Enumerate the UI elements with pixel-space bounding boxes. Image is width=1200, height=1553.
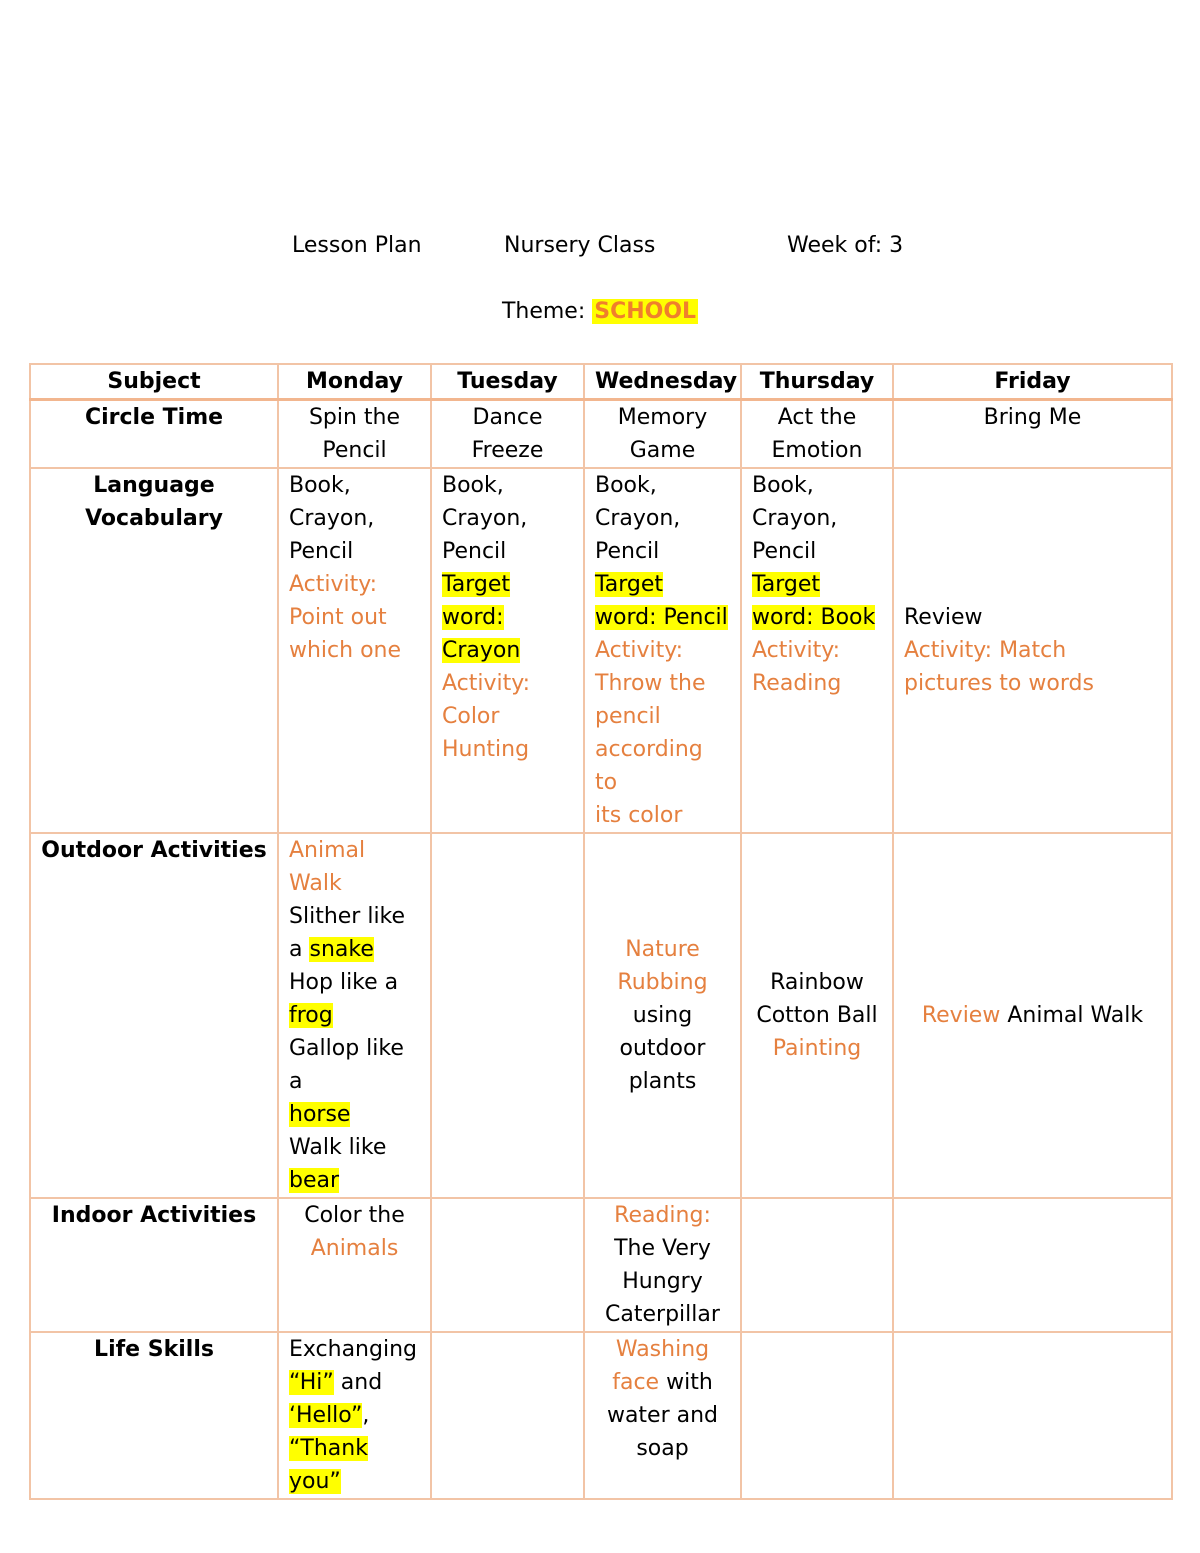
text: Crayon, bbox=[595, 506, 681, 531]
text: Point out bbox=[289, 605, 387, 630]
text: Memory bbox=[617, 405, 708, 430]
text: plants bbox=[628, 1069, 697, 1094]
subject-circle-time: Circle Time bbox=[30, 400, 278, 469]
text: pencil bbox=[595, 704, 661, 729]
header-subject: Subject bbox=[30, 364, 278, 400]
text: Exchanging bbox=[289, 1337, 417, 1362]
text: Crayon, bbox=[442, 506, 528, 531]
text: Activity: bbox=[595, 638, 684, 663]
cell-outdoor-tuesday bbox=[431, 833, 584, 1198]
text: Pencil bbox=[595, 539, 660, 564]
text: Dance bbox=[472, 405, 543, 430]
text: Book, bbox=[442, 473, 504, 498]
cell-outdoor-friday bbox=[893, 833, 1172, 1198]
text: The Very bbox=[614, 1236, 711, 1261]
cell-life-monday bbox=[278, 1332, 431, 1499]
text: Book, bbox=[595, 473, 657, 498]
text: Animals bbox=[310, 1236, 399, 1261]
lesson-plan-table bbox=[29, 363, 1173, 1500]
text: Caterpillar bbox=[605, 1302, 720, 1327]
text: Language bbox=[93, 473, 215, 498]
text: which one bbox=[289, 638, 402, 663]
cell-life-friday bbox=[893, 1332, 1172, 1499]
text: Color the bbox=[304, 1203, 405, 1228]
text: Review bbox=[904, 605, 983, 630]
subject-life-skills: Life Skills bbox=[30, 1332, 278, 1499]
text: Color bbox=[442, 704, 500, 729]
text: face bbox=[612, 1370, 660, 1395]
cell-outdoor-thursday bbox=[741, 833, 893, 1198]
class-name: Nursery Class bbox=[504, 233, 656, 258]
text: Gallop like a bbox=[289, 1036, 404, 1094]
header-thursday: Thursday bbox=[741, 364, 893, 400]
text: Freeze bbox=[471, 438, 544, 463]
text: water and bbox=[606, 1403, 719, 1428]
text: using bbox=[632, 1003, 693, 1028]
text: Activity: bbox=[752, 638, 841, 663]
row-outdoor bbox=[30, 833, 1172, 1198]
text: Cotton Ball bbox=[756, 1003, 878, 1028]
cell-life-thursday bbox=[741, 1332, 893, 1499]
text: snake bbox=[309, 937, 374, 962]
text: Hungry bbox=[622, 1269, 703, 1294]
text: a bbox=[289, 937, 310, 962]
cell-language-tuesday bbox=[431, 468, 584, 833]
cell-circle-tuesday bbox=[431, 400, 584, 469]
text: Act the bbox=[777, 405, 857, 430]
text: word: Book bbox=[752, 605, 876, 630]
text: Animal Walk bbox=[1000, 1003, 1144, 1028]
text: Spin the bbox=[308, 405, 401, 430]
text: outdoor bbox=[619, 1036, 706, 1061]
text: according to bbox=[595, 737, 703, 795]
cell-circle-monday bbox=[278, 400, 431, 469]
text: Emotion bbox=[771, 438, 863, 463]
cell-outdoor-wednesday bbox=[584, 833, 741, 1198]
text: Painting bbox=[772, 1036, 862, 1061]
cell-indoor-monday bbox=[278, 1198, 431, 1332]
row-circle-time bbox=[30, 400, 1172, 469]
row-language bbox=[30, 468, 1172, 833]
text: Game bbox=[629, 438, 696, 463]
cell-life-tuesday bbox=[431, 1332, 584, 1499]
text: Pencil bbox=[289, 539, 354, 564]
cell-life-wednesday bbox=[584, 1332, 741, 1499]
text: “Thank you” bbox=[289, 1436, 368, 1494]
header-friday: Friday bbox=[893, 364, 1172, 400]
text: Throw the bbox=[595, 671, 706, 696]
text: word: Pencil bbox=[595, 605, 728, 630]
text: frog bbox=[289, 1003, 333, 1028]
text: Hop like a bbox=[289, 970, 399, 995]
cell-language-monday bbox=[278, 468, 431, 833]
subject-language bbox=[30, 468, 278, 833]
cell-indoor-tuesday bbox=[431, 1198, 584, 1332]
text: Book, bbox=[752, 473, 814, 498]
text: pictures to words bbox=[904, 671, 1094, 696]
text: and bbox=[333, 1370, 383, 1395]
subject-indoor: Indoor Activities bbox=[30, 1198, 278, 1332]
text: Slither like bbox=[289, 904, 406, 929]
text: , bbox=[362, 1403, 370, 1428]
header-row bbox=[30, 364, 1172, 400]
text: Walk bbox=[289, 871, 342, 896]
text: Reading bbox=[752, 671, 842, 696]
text: “Hi” bbox=[289, 1370, 334, 1395]
text: Rubbing bbox=[617, 970, 708, 995]
row-life-skills bbox=[30, 1332, 1172, 1499]
cell-language-thursday bbox=[741, 468, 893, 833]
text: Nature bbox=[625, 937, 700, 962]
text: Washing bbox=[615, 1337, 710, 1362]
text: word: bbox=[442, 605, 504, 630]
text: Vocabulary bbox=[85, 506, 223, 531]
text: Review bbox=[921, 1003, 1001, 1028]
text: Hunting bbox=[442, 737, 530, 762]
text: Crayon bbox=[442, 638, 521, 663]
header-tuesday: Tuesday bbox=[431, 364, 584, 400]
text: Reading: bbox=[614, 1203, 711, 1228]
text: Crayon, bbox=[752, 506, 838, 531]
cell-circle-friday: Bring Me bbox=[893, 400, 1172, 469]
cell-language-friday bbox=[893, 468, 1172, 833]
text: Activity: Match bbox=[904, 638, 1067, 663]
theme-line bbox=[0, 299, 1200, 324]
text: horse bbox=[289, 1102, 351, 1127]
text: Crayon, bbox=[289, 506, 375, 531]
theme-value: SCHOOL bbox=[594, 299, 697, 324]
cell-indoor-wednesday bbox=[584, 1198, 741, 1332]
cell-indoor-thursday bbox=[741, 1198, 893, 1332]
theme-label: Theme: bbox=[501, 299, 586, 324]
cell-circle-thursday bbox=[741, 400, 893, 469]
text: Pencil bbox=[752, 539, 817, 564]
doc-title: Lesson Plan bbox=[292, 233, 422, 258]
text: Target bbox=[442, 572, 511, 597]
text: Pencil bbox=[442, 539, 507, 564]
text: Pencil bbox=[322, 438, 387, 463]
text: Walk like bbox=[289, 1135, 387, 1160]
header-monday: Monday bbox=[278, 364, 431, 400]
text: bear bbox=[289, 1168, 340, 1193]
header-wednesday: Wednesday bbox=[584, 364, 741, 400]
cell-indoor-friday bbox=[893, 1198, 1172, 1332]
cell-circle-wednesday bbox=[584, 400, 741, 469]
text: Book, bbox=[289, 473, 351, 498]
text: Rainbow bbox=[770, 970, 864, 995]
subject-outdoor: Outdoor Activities bbox=[30, 833, 278, 1198]
text: Animal bbox=[289, 838, 366, 863]
text: soap bbox=[636, 1436, 689, 1461]
week-label: Week of: 3 bbox=[787, 233, 904, 258]
cell-language-wednesday bbox=[584, 468, 741, 833]
text: ‘Hello” bbox=[289, 1403, 363, 1428]
text: with bbox=[659, 1370, 713, 1395]
text: Activity: bbox=[289, 572, 378, 597]
cell-outdoor-monday bbox=[278, 833, 431, 1198]
text: its color bbox=[595, 803, 683, 828]
text: Target bbox=[752, 572, 821, 597]
text: Activity: bbox=[442, 671, 531, 696]
row-indoor bbox=[30, 1198, 1172, 1332]
text: Target bbox=[595, 572, 664, 597]
